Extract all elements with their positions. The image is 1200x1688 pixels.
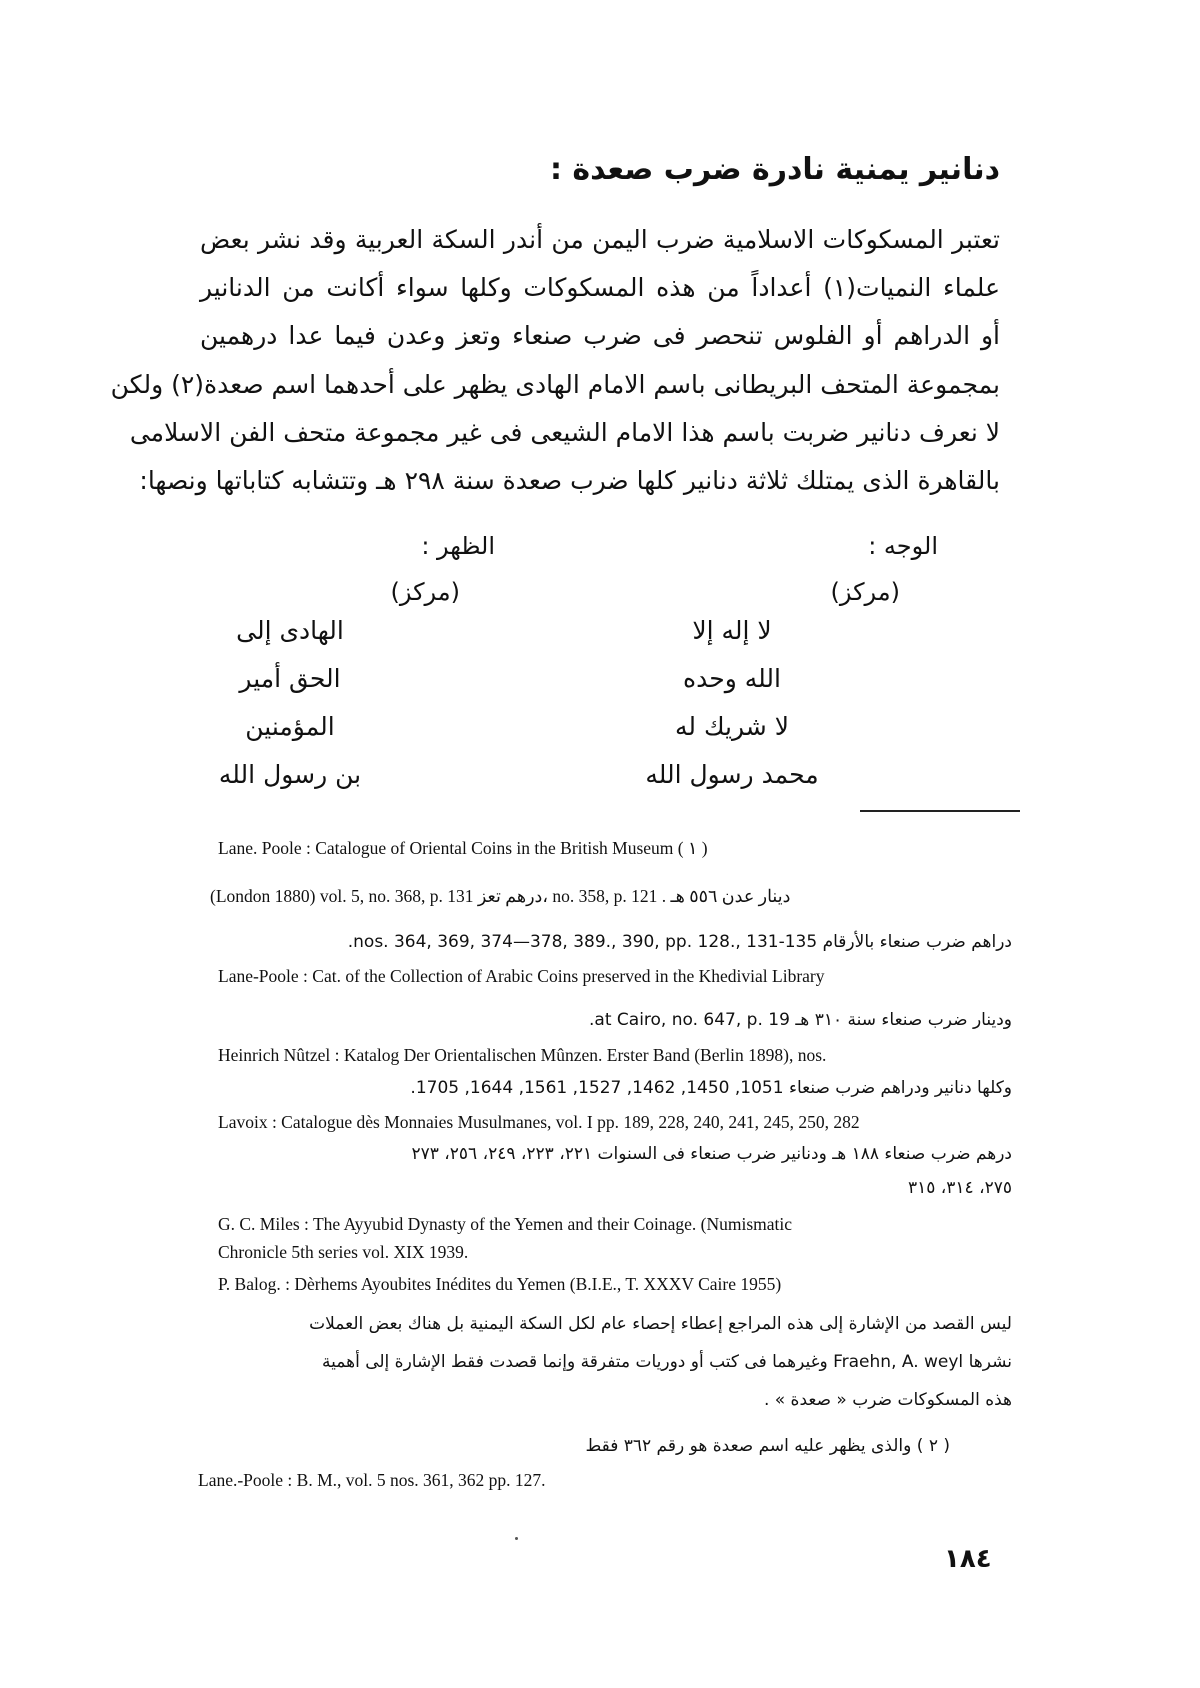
- obverse-line: لا إله إلا: [692, 616, 772, 645]
- footnote-line: دراهم ضرب صنعاء بالأرقام nos. 364, 369, 374—378, 389., 390, pp. 128., 131-135.: [347, 932, 1012, 952]
- footnote-line: نشرها Fraehn, A. weyl وغيرهما فى كتب أو دوريات متفرقة وإنما قصدت فقط الإشارة إلى أهمية: [322, 1352, 1012, 1372]
- obverse-line: لا شريك له: [675, 712, 789, 741]
- footnote-line: Chronicle 5th series vol. XIX 1939.: [218, 1242, 469, 1262]
- reverse-line: بن رسول الله: [218, 760, 362, 789]
- footnote-divider: [860, 810, 1020, 812]
- footnote-line: Lane-Poole : Cat. of the Collection of Arabic Coins preserved in the Khedivial Library: [218, 966, 825, 986]
- footnote-line: Heinrich Nûtzel : Katalog Der Orientalischen Mûnzen. Erster Band (Berlin 1898), nos.: [218, 1045, 827, 1065]
- obverse-label: الوجه :: [868, 532, 938, 560]
- body-line: لا نعرف دنانير ضربت باسم هذا الامام الشيعى فى غير مجموعة متحف الفن الاسلامى: [129, 418, 1000, 447]
- footnote-line: ٢٧٥، ٣١٤، ٣١٥: [908, 1178, 1012, 1198]
- body-line: بمجموعة المتحف البريطانى باسم الامام الهادى يظهر على أحدهما اسم صعدة(٢) ولكن: [110, 370, 1000, 399]
- footnote-line: ( ٢ ) والذى يظهر عليه اسم صعدة هو رقم ٣٦٢ فقط: [585, 1436, 950, 1456]
- reverse-center-label: (مركز): [390, 578, 460, 606]
- print-speck: [515, 1537, 518, 1540]
- reverse-line: الهادى إلى: [236, 616, 344, 645]
- footnote-line: Lane. Poole : Catalogue of Oriental Coins in the British Museum ( ١ ): [218, 838, 708, 858]
- body-line: بالقاهرة الذى يمتلك ثلاثة دنانير كلها ضرب صعدة سنة ٢٩٨ هـ وتتشابه كتاباتها ونصها:: [139, 466, 1000, 495]
- footnote-line: ودينار ضرب صنعاء سنة ٣١٠ هـ at Cairo, no. 647, p. 19.: [589, 1010, 1012, 1030]
- obverse-line: محمد رسول الله: [645, 760, 819, 789]
- footnote-line: وكلها دنانير ودراهم ضرب صنعاء 1051, 1450, 1462, 1527, 1561, 1644, 1705.: [410, 1078, 1012, 1098]
- page-title: دنانير يمنية نادرة ضرب صعدة :: [549, 152, 1000, 187]
- reverse-line: الحق أمير: [239, 664, 341, 693]
- page-number: ١٨٤: [944, 1544, 992, 1574]
- reverse-line: المؤمنين: [245, 712, 335, 741]
- footnote-line: Lavoix : Catalogue dès Monnaies Musulmanes, vol. I pp. 189, 228, 240, 241, 245, 250, 282: [218, 1112, 860, 1132]
- body-line: أو الدراهم أو الفلوس تنحصر فى ضرب صنعاء وتعز وعدن فيما عدا درهمين: [200, 321, 1000, 350]
- obverse-center-label: (مركز): [830, 578, 900, 606]
- footnote-line: ليس القصد من الإشارة إلى هذه المراجع إعطاء إحصاء عام لكل السكة اليمنية بل هناك بعض العملات: [309, 1314, 1012, 1334]
- footnote-line: درهم ضرب صنعاء ١٨٨ هـ ودنانير ضرب صنعاء فى السنوات ٢٢١، ٢٢٣، ٢٤٩، ٢٥٦، ٢٧٣: [411, 1144, 1012, 1164]
- footnote-line: P. Balog. : Dèrhems Ayoubites Inédites du Yemen (B.I.E., T. XXXV Caire 1955): [218, 1274, 782, 1294]
- reverse-label: الظهر :: [421, 532, 495, 560]
- obverse-line: الله وحده: [683, 664, 781, 693]
- body-line: علماء النميات(١) أعداداً من هذه المسكوكات وكلها سواء أكانت من الدنانير: [200, 273, 1001, 302]
- footnote-line: G. C. Miles : The Ayyubid Dynasty of the Yemen and their Coinage. (Numismatic: [218, 1214, 793, 1234]
- body-line: تعتبر المسكوكات الاسلامية ضرب اليمن من أندر السكة العربية وقد نشر بعض: [200, 225, 1000, 254]
- footnote-line: هذه المسكوكات ضرب « صعدة » .: [763, 1390, 1012, 1410]
- footnote-line: Lane.-Poole : B. M., vol. 5 nos. 361, 362 pp. 127.: [198, 1470, 546, 1490]
- footnote-line: (London 1880) vol. 5, no. 368, p. 131 درهم تعز، no. 358, p. 121 . دينار عدن ٥٥٦ هـ: [210, 886, 791, 906]
